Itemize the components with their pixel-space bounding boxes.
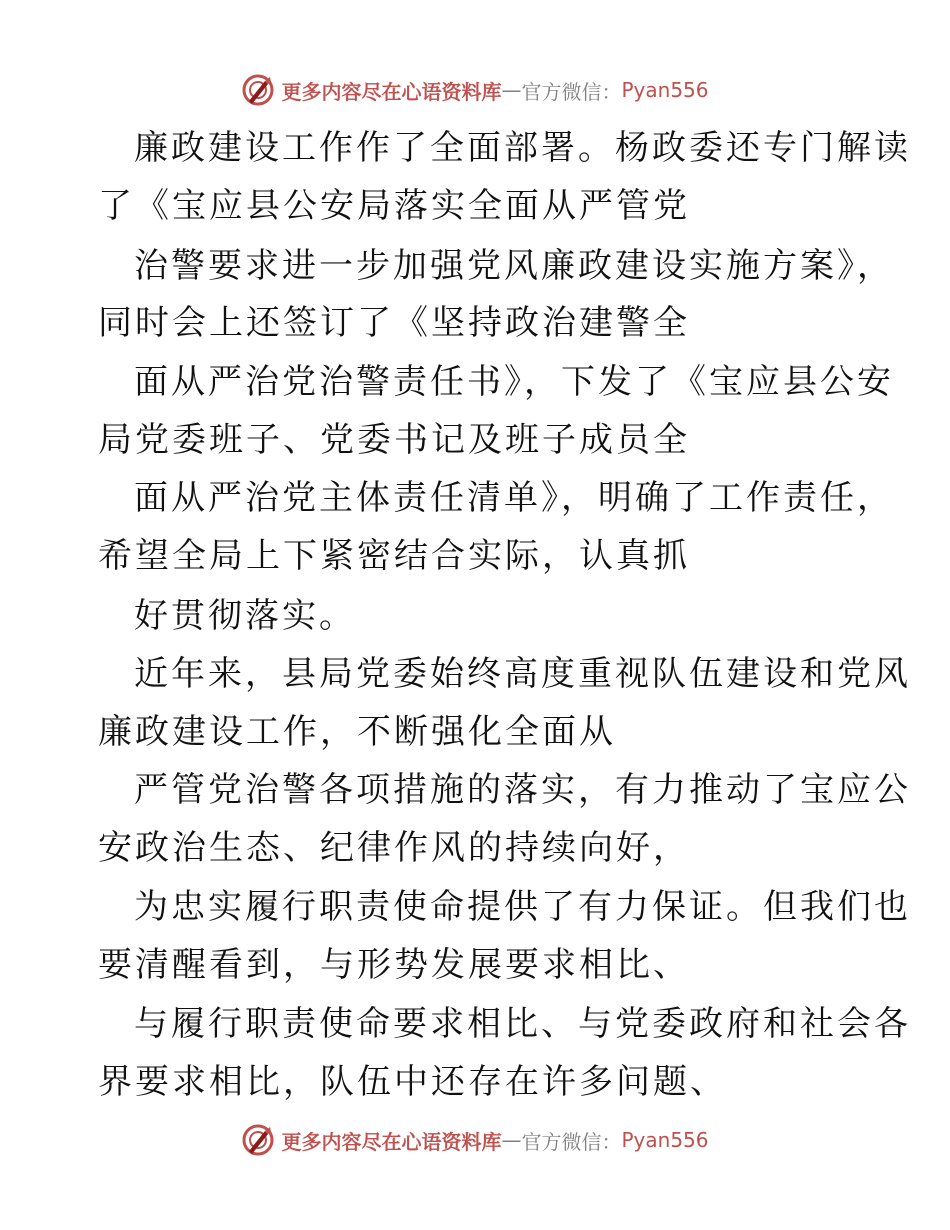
- header-wechat-label: 官方微信：: [521, 79, 622, 104]
- footer-watermark: [0, 1118, 950, 1162]
- footer-wechat-id: Pyan556: [621, 1128, 709, 1152]
- body-line: 近年来，县局党委始终高度重视队伍建设和党风: [134, 654, 911, 694]
- body-line: 希望全局上下紧密结合实际，认真抓: [98, 536, 690, 576]
- body-line: 了《宝应县公安局落实全面从严管党: [98, 186, 690, 226]
- footer-wechat-label: 官方微信：: [521, 1129, 622, 1154]
- body-line: 好贯彻落实。: [134, 596, 356, 636]
- header-separator: —: [501, 78, 522, 102]
- footer-separator: —: [501, 1128, 522, 1152]
- header-promo-text: 更多内容尽在心语资料库: [281, 79, 502, 104]
- header-wechat-id: Pyan556: [621, 78, 709, 102]
- body-line: 与履行职责使命要求相比、与党委政府和社会各: [134, 1004, 911, 1044]
- body-line: 安政治生态、纪律作风的持续向好，: [98, 828, 690, 868]
- body-line: 严管党治警各项措施的落实，有力推动了宝应公: [134, 770, 911, 810]
- footer-promo-text: 更多内容尽在心语资料库: [281, 1129, 502, 1154]
- body-line: 要清醒看到，与形势发展要求相比、: [98, 945, 690, 985]
- body-line: 廉政建设工作作了全面部署。杨政委还专门解读: [134, 128, 911, 168]
- body-line: 面从严治党主体责任清单》，明确了工作责任，: [134, 478, 894, 518]
- body-line: 界要求相比，队伍中还存在许多问题、: [98, 1062, 727, 1102]
- body-line: 同时会上还签订了《坚持政治建警全: [98, 303, 690, 343]
- body-line: 面从严治党治警责任书》，下发了《宝应县公安: [134, 362, 894, 402]
- body-line: 廉政建设工作，不断强化全面从: [98, 712, 616, 752]
- header-watermark: [0, 68, 950, 112]
- logo-icon: [241, 1123, 275, 1157]
- body-line: 局党委班子、党委书记及班子成员全: [98, 420, 690, 460]
- body-line: 治警要求进一步加强党风廉政建设实施方案》，: [134, 246, 894, 286]
- logo-icon: [241, 73, 275, 107]
- body-line: 为忠实履行职责使命提供了有力保证。但我们也: [134, 887, 911, 927]
